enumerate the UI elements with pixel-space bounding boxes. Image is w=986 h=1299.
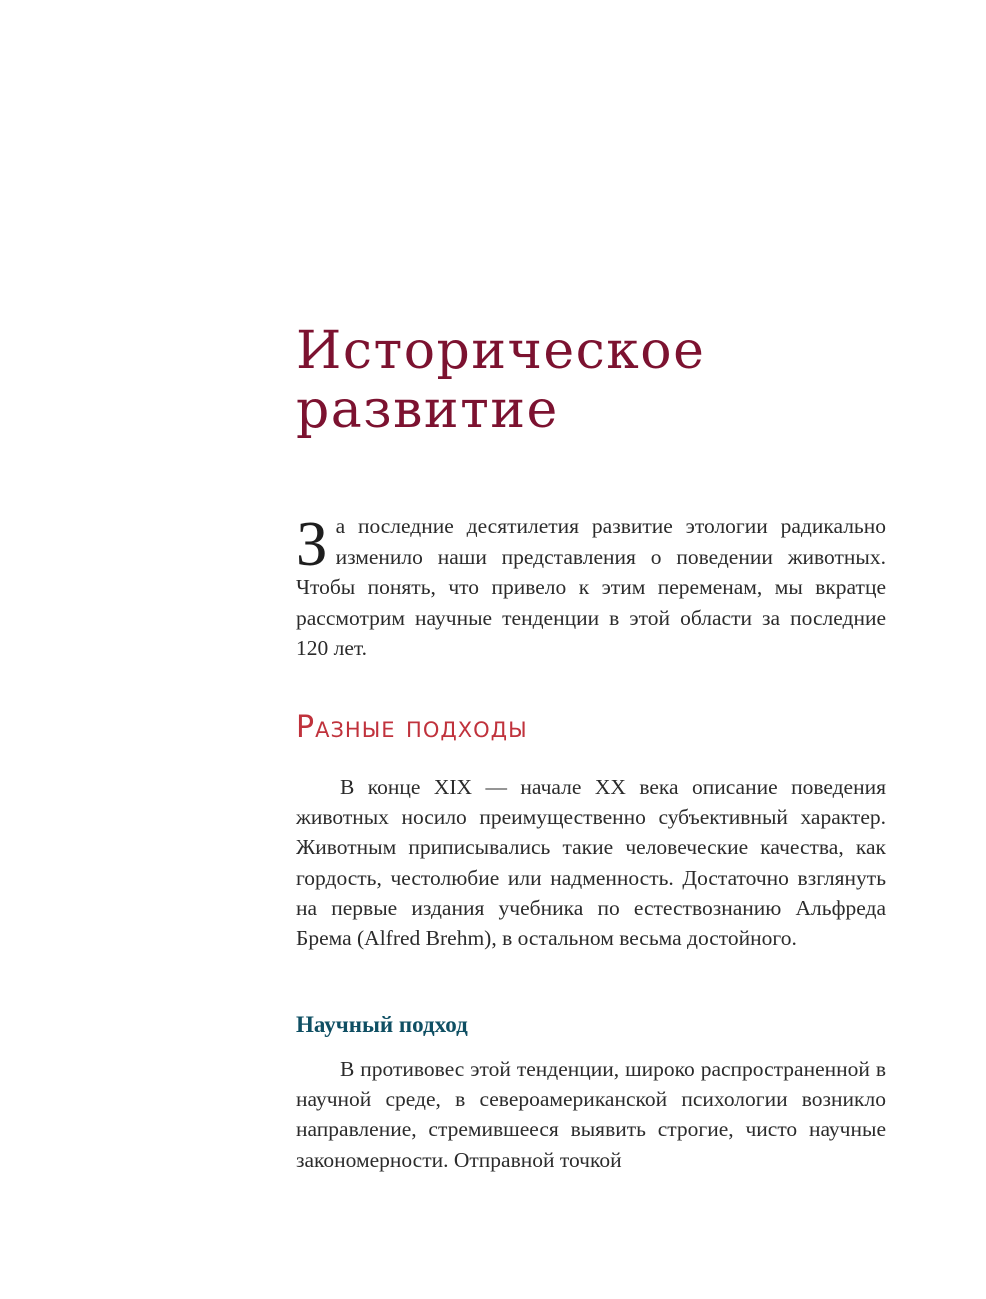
intro-paragraph <box>296 511 886 664</box>
subsection-title: Научный подход <box>296 1012 468 1037</box>
drop-cap: З <box>296 509 328 579</box>
chapter-title <box>296 322 896 440</box>
chapter-title-line-1: Историческое <box>296 321 706 381</box>
chapter-title-line-2: развитие <box>296 380 559 440</box>
subsection-paragraph: В противовес этой тенденции, широко распространенной в научной среде, в североамериканской психологии возникло направление, стремившееся выявить строгие, чисто научные закономерности. Отправной точкой <box>296 1057 886 1172</box>
section-paragraph: В конце XIX — начале XX века описание поведения животных носило преимущественно субъективный характер. Животным приписывались такие человеческие качества, как гордость, честолюбие или надменность. Достаточно взглянуть на первые издания учебника по естествознанию Альфреда Брема (Alfred Brehm), в остальном весьма достойного. <box>296 775 886 951</box>
intro-text: а последние десятилетия развитие этологии радикально изменило наши представления о поведении животных. Чтобы понять, что привело к этим переменам, мы вкратце рассмотрим научные тенденции в этой области за последние 120 лет. <box>296 514 886 661</box>
section-title: Разные подходы <box>296 710 528 745</box>
